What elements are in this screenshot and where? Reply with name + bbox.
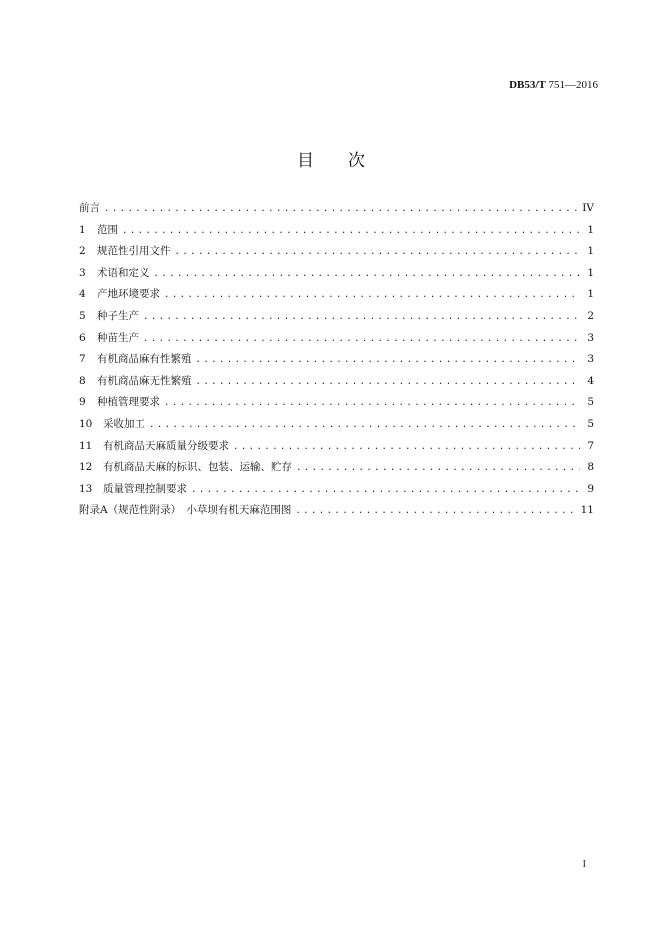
toc-leader-dots — [104, 199, 578, 221]
toc-entry-number: 10 — [79, 417, 93, 430]
toc-entry-page: 1 — [587, 223, 594, 236]
toc-leader-dots — [149, 415, 580, 437]
toc-leader-dots — [143, 329, 580, 351]
toc-entry-8[interactable] — [79, 371, 594, 393]
toc-entry-preface[interactable] — [79, 198, 594, 220]
document-code — [509, 79, 598, 91]
toc-entry-12[interactable] — [79, 457, 594, 479]
toc-entry-11[interactable] — [79, 436, 594, 458]
toc-entry-label: 规范性引用文件 — [97, 245, 171, 258]
toc-entry-number: 11 — [79, 439, 93, 452]
toc-entry-page: 7 — [587, 439, 594, 452]
toc-entry-number: 4 — [79, 288, 86, 301]
toc-entry-number: 8 — [79, 374, 86, 387]
toc-leader-dots — [196, 372, 581, 394]
toc-entry-5[interactable] — [79, 306, 594, 328]
toc-entry-page: 1 — [587, 245, 594, 258]
toc-entry-label: 种植管理要求 — [97, 396, 160, 409]
toc-entry-number: 5 — [79, 309, 86, 322]
toc-entry-number: 7 — [79, 353, 86, 366]
toc-entry-page: 3 — [587, 331, 594, 344]
toc-entry-2[interactable] — [79, 241, 594, 263]
toc-entry-number: 3 — [79, 266, 86, 279]
toc-entry-number: 9 — [79, 396, 86, 409]
toc-entry-3[interactable] — [79, 263, 594, 285]
toc-entry-page: 3 — [587, 353, 594, 366]
toc-leader-dots — [164, 285, 580, 307]
toc-entry-page: 5 — [587, 417, 594, 430]
toc-entry-page: IV — [582, 202, 594, 214]
toc-entry-number: 13 — [79, 482, 93, 495]
table-of-contents — [79, 198, 594, 522]
toc-entry-10[interactable] — [79, 414, 594, 436]
toc-entry-page: 8 — [587, 461, 594, 474]
toc-entry-page: 1 — [587, 266, 594, 279]
toc-entry-label: 范围 — [97, 223, 118, 236]
toc-leader-dots — [191, 480, 580, 502]
toc-leader-dots — [296, 458, 580, 480]
toc-entry-label: 有机商品天麻质量分级要求 — [103, 439, 229, 452]
toc-entry-1[interactable] — [79, 220, 594, 242]
toc-entry-label: 有机商品天麻的标识、包装、运输、贮存 — [103, 461, 292, 474]
toc-entry-number: 12 — [79, 461, 93, 474]
toc-entry-page: 5 — [587, 396, 594, 409]
toc-leader-dots — [143, 307, 580, 329]
toc-entry-label: 种苗生产 — [97, 331, 139, 344]
toc-leader-dots — [295, 501, 576, 523]
toc-entry-label: 前言 — [79, 202, 100, 214]
document-code-number: 751—2016 — [545, 79, 598, 91]
document-code-prefix: DB53/T — [509, 79, 546, 91]
toc-entry-label: 种子生产 — [97, 309, 139, 322]
toc-entry-13[interactable] — [79, 479, 594, 501]
toc-entry-label: 有机商品麻无性繁殖 — [97, 374, 192, 387]
toc-entry-label: 产地环境要求 — [97, 288, 160, 301]
page-number: I — [582, 859, 586, 870]
toc-entry-label: 采收加工 — [103, 417, 145, 430]
toc-entry-page: 9 — [587, 482, 594, 495]
toc-entry-9[interactable] — [79, 392, 594, 414]
toc-entry-6[interactable] — [79, 328, 594, 350]
toc-entry-page: 4 — [587, 374, 594, 387]
toc-entry-page: 2 — [587, 309, 594, 322]
toc-entry-number: 1 — [79, 223, 86, 236]
toc-entry-appendix-a[interactable] — [79, 500, 594, 522]
toc-leader-dots — [122, 221, 580, 243]
toc-entry-label: 术语和定义 — [97, 266, 150, 279]
toc-entry-label: 附录A（规范性附录） 小草坝有机天麻范围图 — [79, 504, 292, 517]
toc-entry-page: 1 — [587, 288, 594, 301]
toc-entry-number: 6 — [79, 331, 86, 344]
toc-entry-label: 质量管理控制要求 — [103, 482, 187, 495]
toc-entry-7[interactable] — [79, 349, 594, 371]
toc-leader-dots — [164, 393, 580, 415]
toc-leader-dots — [233, 437, 580, 459]
toc-leader-dots — [175, 242, 581, 264]
toc-leader-dots — [196, 350, 581, 372]
toc-entry-page: 11 — [580, 504, 594, 517]
toc-title: 目次 — [297, 151, 399, 171]
toc-entry-number: 2 — [79, 245, 86, 258]
toc-entry-4[interactable] — [79, 284, 594, 306]
toc-leader-dots — [154, 264, 581, 286]
toc-entry-label: 有机商品麻有性繁殖 — [97, 353, 192, 366]
